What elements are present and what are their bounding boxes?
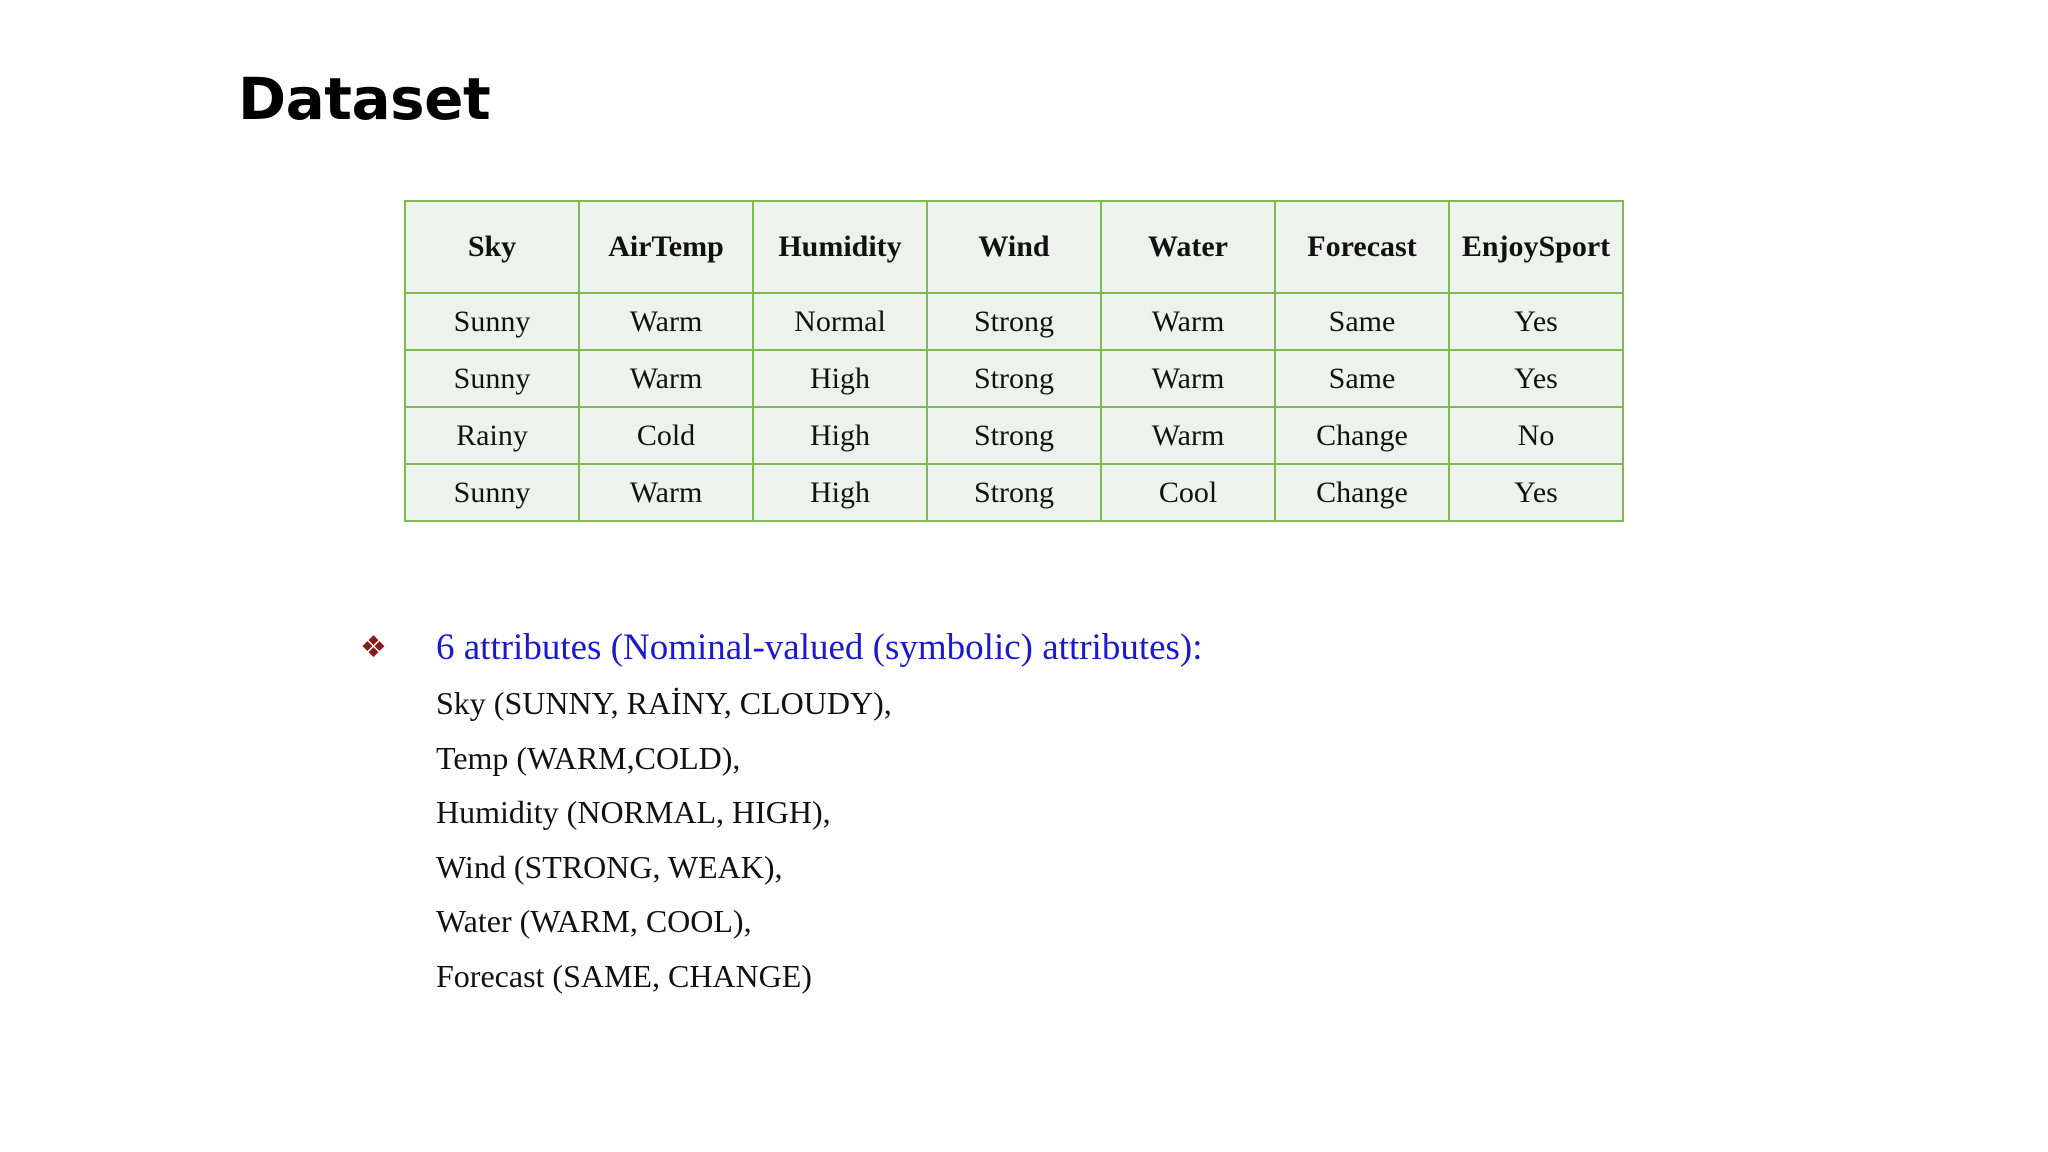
table-cell: Same [1275,350,1449,407]
list-item: Temp (WARM,COLD), [436,739,741,776]
column-header: Sky [405,201,579,293]
table-row [405,407,1623,464]
table-cell: Yes [1449,293,1623,350]
column-header: Water [1101,201,1275,293]
table-cell: Strong [927,407,1101,464]
diamond-bullet-icon: ❖ [360,630,387,665]
table-cell: Strong [927,350,1101,407]
table-row [405,464,1623,521]
attribute-notes [360,620,1760,1003]
dataset-table [404,200,1624,522]
attribute-list [360,676,1760,1003]
table-cell: Same [1275,293,1449,350]
table-row [405,350,1623,407]
list-item: Wind (STRONG, WEAK), [436,848,783,885]
table-cell: Rainy [405,407,579,464]
table-cell: Warm [1101,350,1275,407]
table-cell: Sunny [405,293,579,350]
table-cell: Change [1275,464,1449,521]
table-cell: Warm [579,350,753,407]
table-cell: Warm [579,464,753,521]
table-cell: High [753,464,927,521]
table-cell: Warm [1101,407,1275,464]
table-cell: Cool [1101,464,1275,521]
table-cell: Warm [579,293,753,350]
table-cell: No [1449,407,1623,464]
table-cell: Sunny [405,464,579,521]
table-cell: Strong [927,464,1101,521]
table-cell: Normal [753,293,927,350]
table-cell: High [753,407,927,464]
list-item: Forecast (SAME, CHANGE) [436,957,812,994]
column-header: EnjoySport [1449,201,1623,293]
table-cell: Yes [1449,464,1623,521]
table-cell: Cold [579,407,753,464]
table-row [405,293,1623,350]
table-header-row [405,201,1623,293]
attributes-heading: 6 attributes (Nominal-valued (symbolic) attributes): [436,627,1203,668]
column-header: AirTemp [579,201,753,293]
table-cell: High [753,350,927,407]
table-cell: Strong [927,293,1101,350]
column-header: Forecast [1275,201,1449,293]
column-header: Humidity [753,201,927,293]
slide-title: Dataset [238,65,491,133]
table-cell: Yes [1449,350,1623,407]
list-item: Humidity (NORMAL, HIGH), [436,794,831,830]
bullet-heading [360,620,1760,676]
column-header: Wind [927,201,1101,293]
table-cell: Change [1275,407,1449,464]
list-item: Water (WARM, COOL), [436,903,752,939]
table-cell: Warm [1101,293,1275,350]
table-cell: Sunny [405,350,579,407]
list-item: Sky (SUNNY, RAİNY, CLOUDY), [436,685,892,721]
